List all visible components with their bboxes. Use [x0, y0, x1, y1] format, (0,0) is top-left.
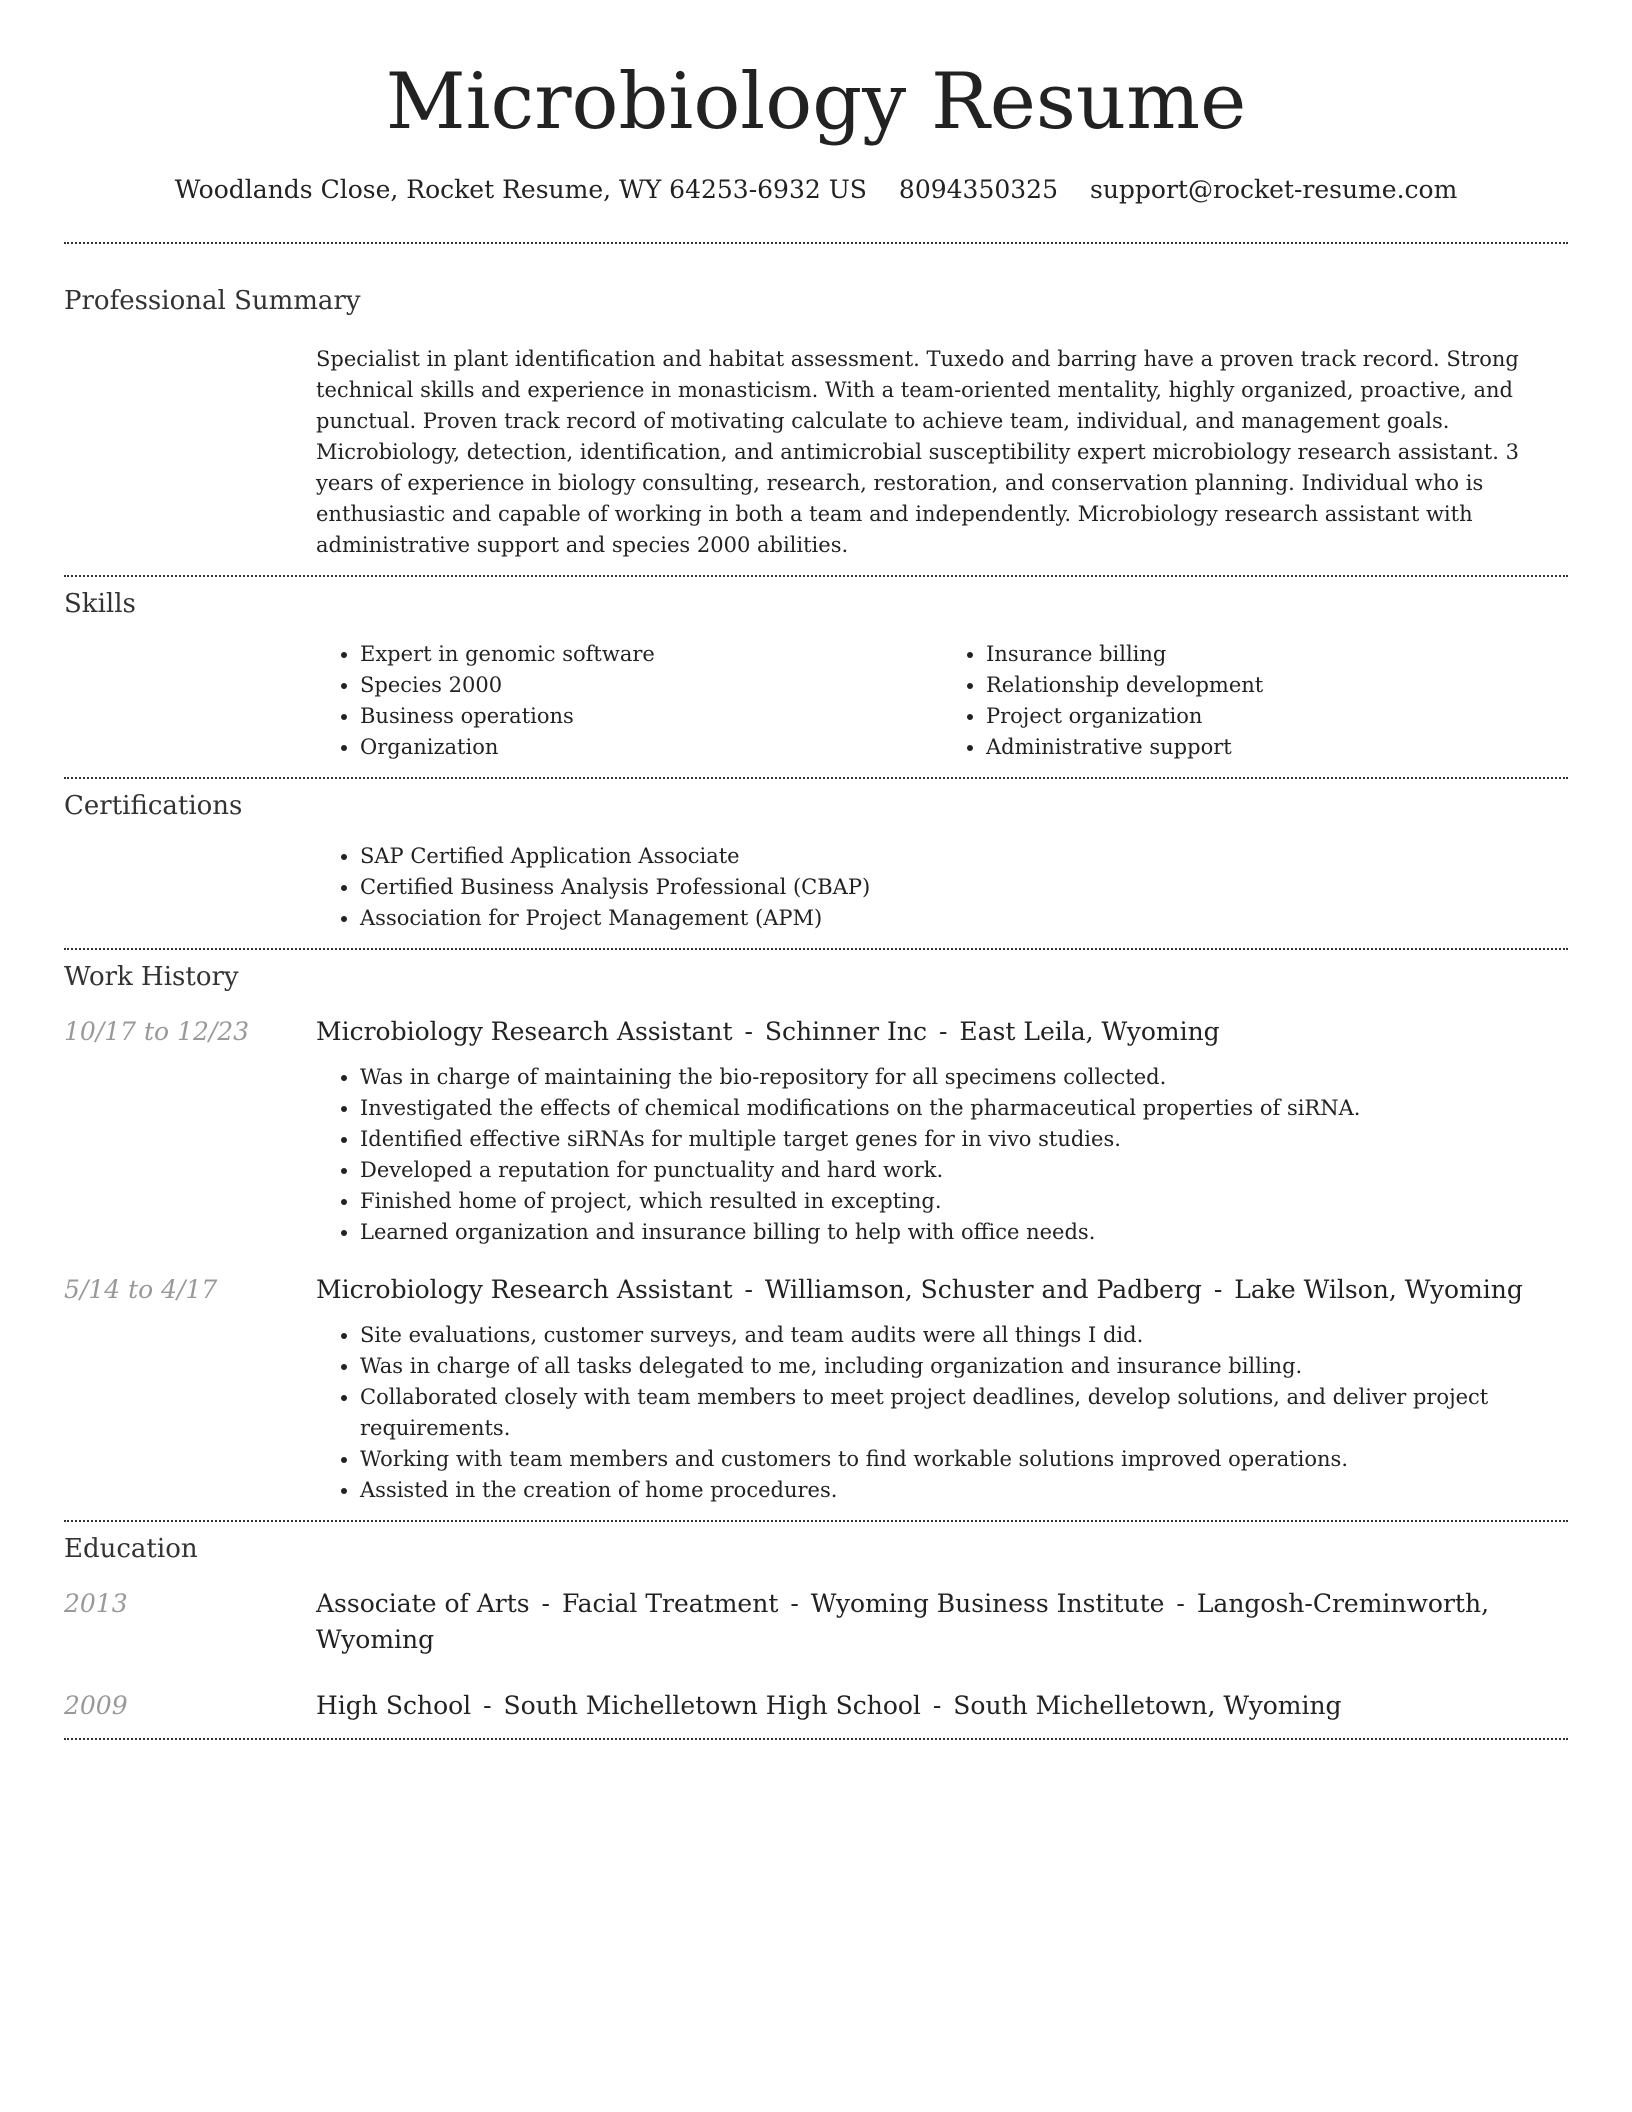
list-item: • Species 2000 — [360, 670, 942, 701]
job-location: Lake Wilson, Wyoming — [1234, 1275, 1523, 1304]
separator: - — [790, 1589, 799, 1618]
education-section — [64, 1522, 1568, 1738]
job-company: Williamson, Schuster and Padberg — [764, 1275, 1202, 1304]
resume-name: Microbiology Resume — [385, 57, 1247, 147]
separator: - — [1176, 1589, 1185, 1618]
job-entry — [64, 1272, 1568, 1520]
list-item: • Assisted in the creation of home procedures. — [360, 1475, 1568, 1506]
job-role: Microbiology Research Assistant — [316, 1017, 733, 1046]
list-item: • Project organization — [986, 701, 1568, 732]
list-item: • SAP Certified Application Associate — [360, 841, 1568, 872]
list-item: • Association for Project Management (APM) — [360, 903, 1568, 934]
skills-section — [64, 577, 1568, 777]
work-history-section — [64, 950, 1568, 1520]
education-location: South Michelletown, Wyoming — [953, 1691, 1342, 1720]
education-title: Education — [64, 1534, 198, 1564]
education-year: 2013 — [64, 1589, 128, 1618]
contact-email: support@rocket-resume.com — [1089, 175, 1458, 204]
education-location: Langosh-Creminworth, Wyoming — [316, 1589, 1490, 1654]
certifications-section — [64, 779, 1568, 948]
education-title-line — [316, 1586, 1568, 1658]
contact-line — [64, 172, 1568, 208]
education-entry — [64, 1586, 1568, 1658]
separator: - — [938, 1017, 948, 1046]
list-item: • Was in charge of maintaining the bio-repository for all specimens collected. — [360, 1062, 1568, 1093]
separator: - — [483, 1691, 492, 1720]
list-item: • Was in charge of all tasks delegated to me, including organization and insurance billing. — [360, 1351, 1568, 1382]
skills-list-left — [316, 639, 942, 763]
job-dates: 10/17 to 12/23 — [64, 1017, 250, 1046]
separator: - — [744, 1017, 753, 1046]
job-company: Schinner Inc — [764, 1017, 928, 1046]
work-history-title: Work History — [64, 962, 239, 992]
contact-address: Woodlands Close, Rocket Resume, WY 64253-6932 US — [174, 175, 867, 204]
list-item: • Finished home of project, which resulted in excepting. — [360, 1186, 1568, 1217]
skills-title: Skills — [64, 589, 136, 619]
divider — [64, 1738, 1568, 1740]
list-item: • Certified Business Analysis Professional (CBAP) — [360, 872, 1568, 903]
summary-title: Professional Summary — [64, 286, 361, 316]
list-item: • Administrative support — [986, 732, 1568, 763]
job-location: East Leila, Wyoming — [959, 1017, 1220, 1046]
education-entry — [64, 1688, 1568, 1738]
list-item: • Collaborated closely with team members to meet project deadlines, develop solutions, and deliver project requirements. — [360, 1382, 1568, 1444]
list-item: • Identified effective siRNAs for multiple target genes for in vivo studies. — [360, 1124, 1568, 1155]
separator: - — [932, 1691, 942, 1720]
separator: - — [744, 1275, 753, 1304]
list-item: • Developed a reputation for punctuality and hard work. — [360, 1155, 1568, 1186]
certifications-title: Certifications — [64, 791, 243, 821]
list-item: • Expert in genomic software — [360, 639, 942, 670]
job-bullets — [316, 1062, 1568, 1248]
resume-header — [64, 0, 1568, 208]
education-school: South Michelletown High School — [503, 1691, 921, 1720]
education-degree: Associate of Arts — [316, 1589, 530, 1618]
list-item: • Organization — [360, 732, 942, 763]
summary-text: Specialist in plant identification and habitat assessment. Tuxedo and barring have a proven track record. Strong technical skills and experience in monasticism. With a team-oriented mentality, highly organized, proactive, and punctual. Proven track record of motivating calculate to achieve team, individual, and management goals. Microbiology, detection, identification, and antimicrobial susceptibility expert microbiology research assistant. 3 years of experience in biology consulting, research, restoration, and conservation planning. Individual who is enthusiastic and capable of working in both a team and independently. Microbiology research assistant with administrative support and species 2000 abilities. — [316, 347, 1519, 557]
job-title — [316, 1014, 1220, 1050]
education-field: Facial Treatment — [561, 1589, 779, 1618]
skills-list-right — [942, 639, 1568, 763]
list-item: • Business operations — [360, 701, 942, 732]
job-title — [316, 1272, 1523, 1308]
list-item: • Site evaluations, customer surveys, and team audits were all things I did. — [360, 1320, 1568, 1351]
separator: - — [541, 1589, 550, 1618]
education-school: Wyoming Business Institute — [810, 1589, 1165, 1618]
contact-phone: 8094350325 — [898, 175, 1058, 204]
separator: - — [1213, 1275, 1223, 1304]
education-year: 2009 — [64, 1691, 128, 1720]
list-item: • Working with team members and customers to find workable solutions improved operations. — [360, 1444, 1568, 1475]
job-bullets — [316, 1320, 1568, 1506]
job-dates: 5/14 to 4/17 — [64, 1275, 218, 1304]
list-item: • Investigated the effects of chemical modifications on the pharmaceutical properties of siRNA. — [360, 1093, 1568, 1124]
education-degree: High School — [316, 1691, 472, 1720]
list-item: • Relationship development — [986, 670, 1568, 701]
job-role: Microbiology Research Assistant — [316, 1275, 733, 1304]
job-entry — [64, 1014, 1568, 1248]
certifications-list — [316, 841, 1568, 934]
summary-section — [64, 244, 1568, 575]
education-title-line — [316, 1688, 1342, 1724]
list-item: • Insurance billing — [986, 639, 1568, 670]
list-item: • Learned organization and insurance billing to help with office needs. — [360, 1217, 1568, 1248]
